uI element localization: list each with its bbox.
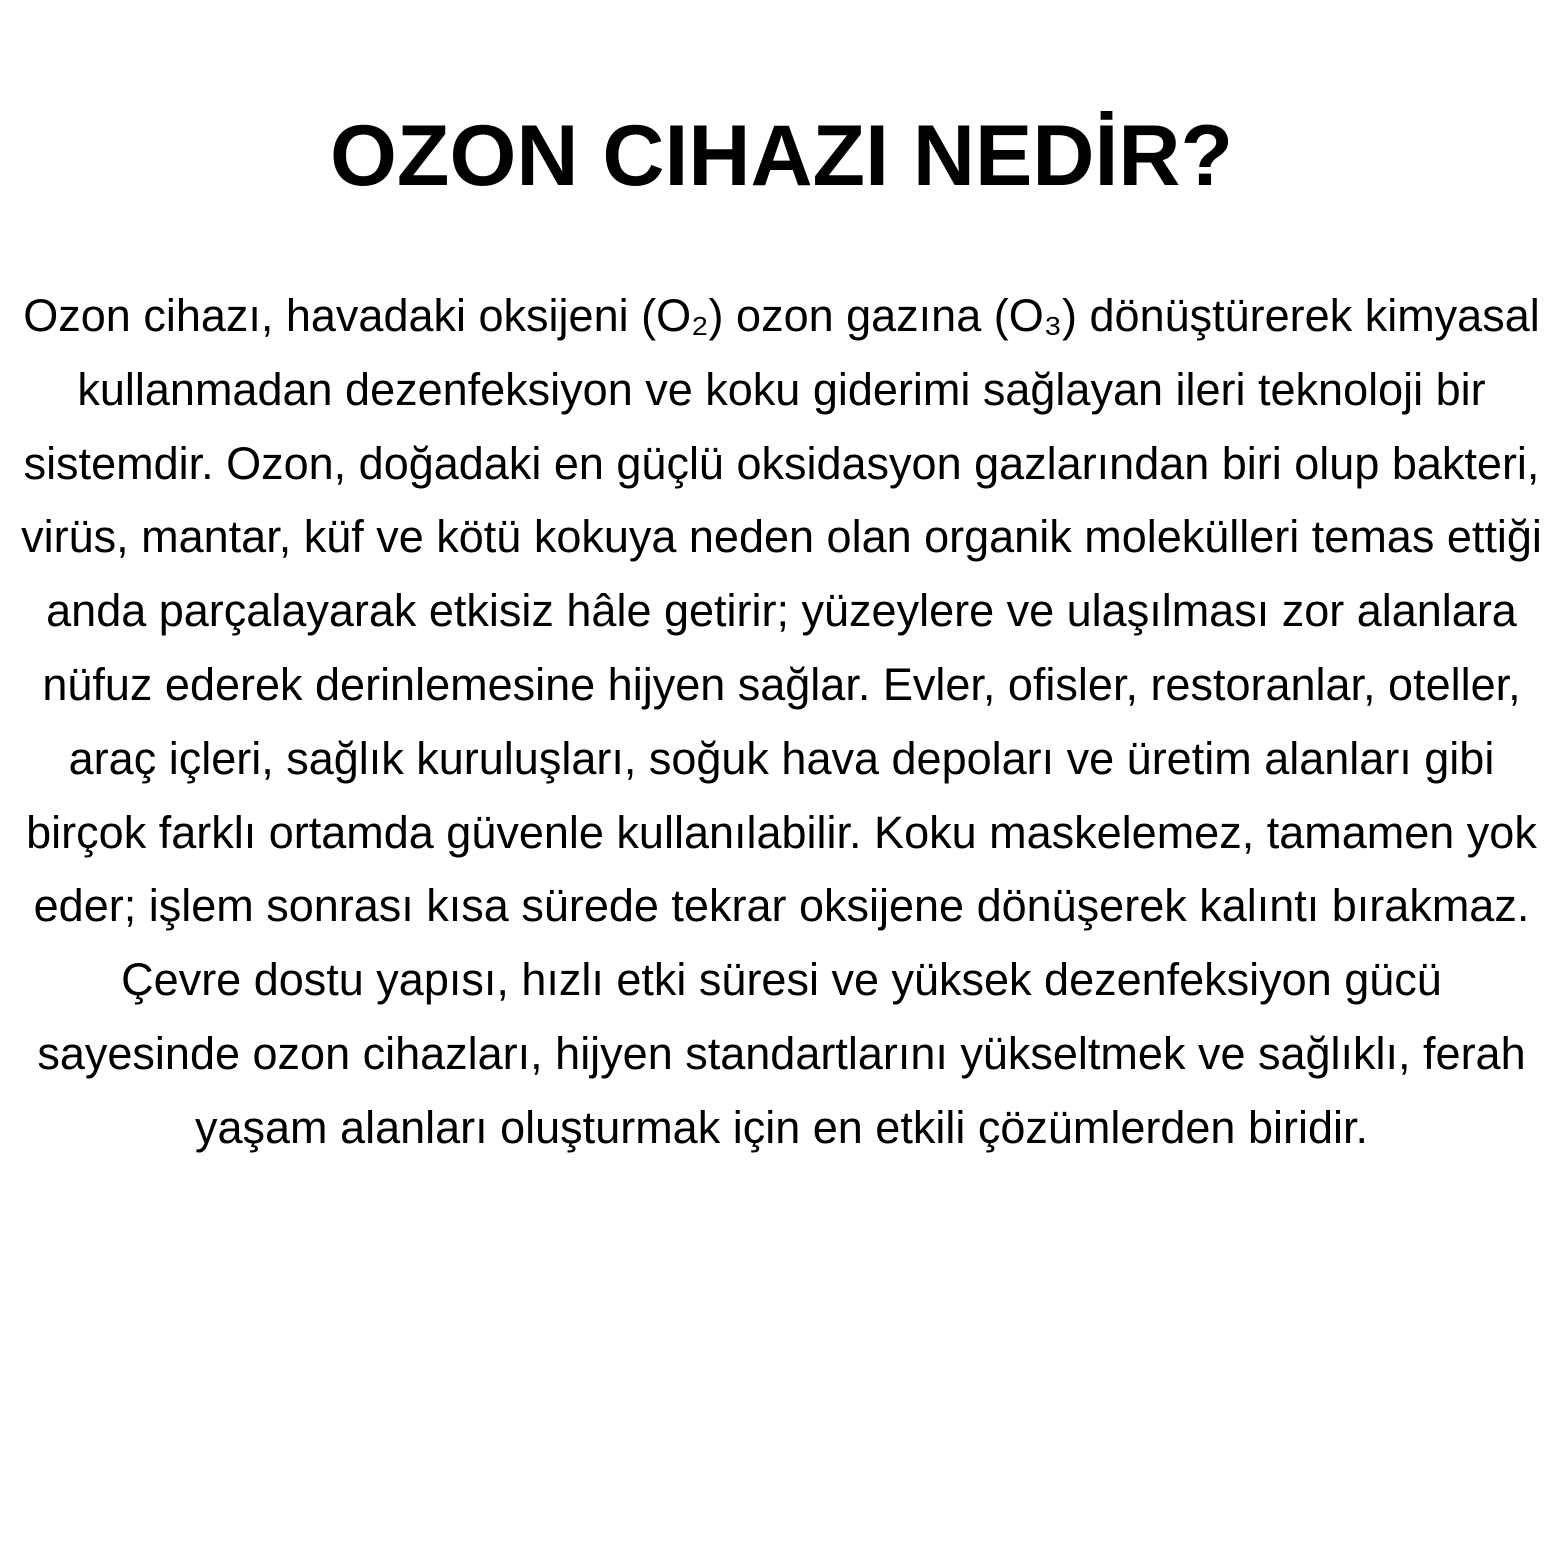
body-paragraph: Ozon cihazı, havadaki oksijeni (O₂) ozon gazına (O₃) dönüştürerek kimyasal kullanmadan dezenfeksiyon ve koku giderimi sağlayan ileri teknoloji bir sistemdir. Ozon, doğadaki en güçlü oksidasyon gazlarından biri olup bakteri, virüs, mantar, küf ve kötü kokuya neden olan organik molekülleri temas ettiği anda parçalayarak etkisiz hâle getirir; yüzeylere ve ulaşılması zor alanlara nüfuz ederek derinlemesine hijyen sağlar. Evler, ofisler, restoranlar, oteller, araç içleri, sağlık kuruluşları, soğuk hava depoları ve üretim alanları gibi birçok farklı ortamda güvenle kullanılabilir. Koku maskelemez, tamamen yok eder; işlem sonrası kısa sürede tekrar oksijene dönüşerek kalıntı bırakmaz. Çevre dostu yapısı, hızlı etki süresi ve yüksek dezenfeksiyon gücü sayesinde ozon cihazları, hijyen standartlarını yükseltmek ve sağlıklı, ferah yaşam alanları oluşturmak için en etkili çözümlerden biridir.	[21, 290, 1542, 1153]
page-title: OZON CIHAZI NEDİR?	[330, 108, 1233, 204]
